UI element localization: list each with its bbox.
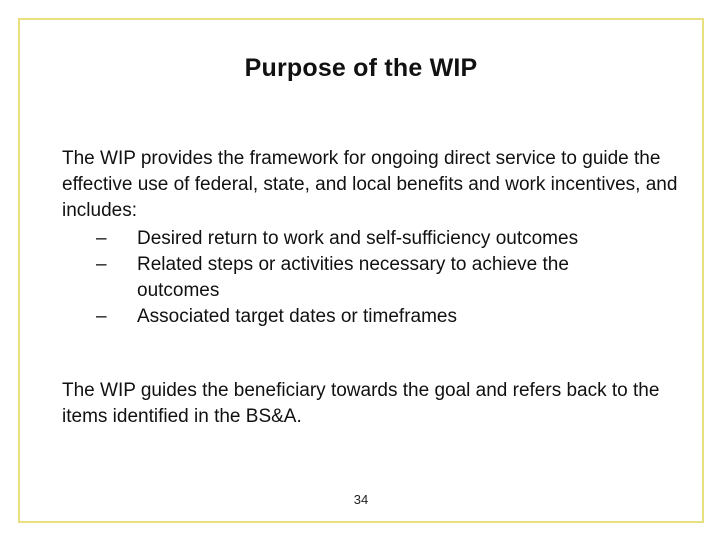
list-item-text: Associated target dates or timeframes (137, 306, 457, 327)
dash-bullet-icon: – (96, 306, 107, 327)
list-item-text: Desired return to work and self-sufficiency outcomes (137, 228, 579, 249)
list-item (96, 226, 656, 252)
slide-frame (18, 18, 704, 523)
list-item-text: Related steps or activities necessary to achieve the outcomes (137, 254, 569, 301)
slide-title: Purpose of the WIP (244, 54, 478, 82)
dash-bullet-icon: – (96, 254, 107, 275)
list-item (96, 252, 656, 304)
guidance-paragraph: The WIP guides the beneficiary towards the goal and refers back to the items identified in the BS&A. (62, 380, 660, 427)
list-item (96, 304, 656, 330)
includes-list (96, 226, 656, 330)
intro-paragraph: The WIP provides the framework for ongoing direct service to guide the effective use of federal, state, and local benefits and work incentives, and includes: (62, 148, 678, 221)
dash-bullet-icon: – (96, 228, 107, 249)
page-number: 34 (353, 492, 369, 507)
